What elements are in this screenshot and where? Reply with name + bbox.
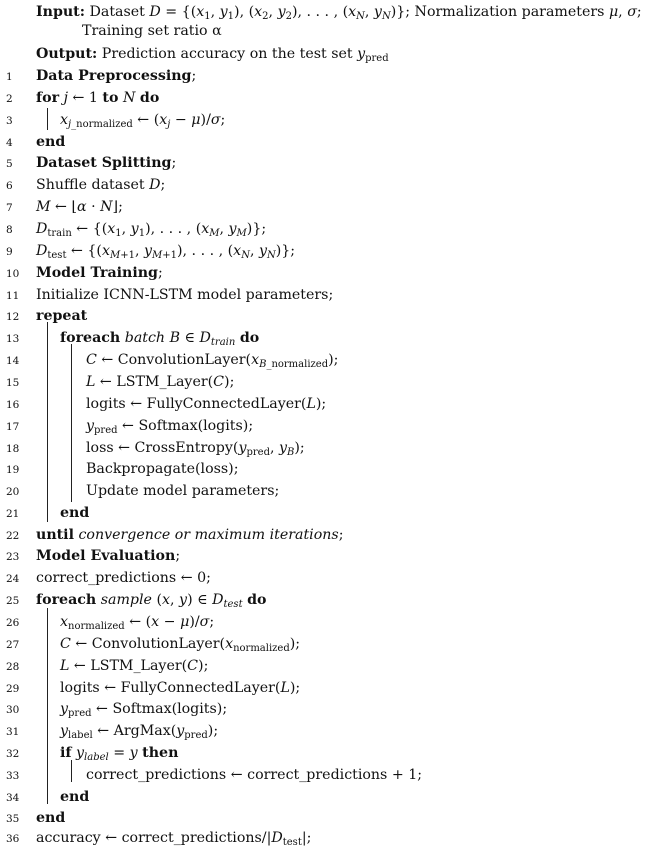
input-line-2: Training set ratio α <box>82 23 222 39</box>
algo-line: 29 logits ← FullyConnectedLayer(L); <box>6 680 301 696</box>
algo-line: 28 L ← LSTM_Layer(C); <box>6 658 209 674</box>
algo-line: 16 logits ← FullyConnectedLayer(L); <box>6 396 327 412</box>
algo-line: 31 $y_{label}$ ← $ArgMax(y_{pred})$; <box>6 723 219 741</box>
algo-line: 26 $x_{normalized}$ ← (x − μ)/σ; <box>6 614 215 632</box>
algo-line: 23 Model Evaluation; <box>6 548 181 564</box>
algo-line: 30 $y_{pred}$ ← Softmax(logits); <box>6 701 228 719</box>
algo-line: 4 end <box>6 134 66 150</box>
algo-line: 9 $D_{test}$ ← {($x_{M+1}$, $y_{M+1}$), . . . , ($x_N$, $y_N$)}; <box>6 243 296 261</box>
algo-line: 5 Dataset Splitting; <box>6 155 177 171</box>
algo-line: 7 M ← ⌊α · N⌋; <box>6 199 123 215</box>
input-text: Dataset $D = \{(x_1$, $y_1$), ($x_2$, $y_2$), . . . , ($x_N$, $y_N$)}; Normalization parameters μ, σ; <box>89 4 642 22</box>
algo-line: 22 until convergence or maximum iterations; <box>6 527 344 543</box>
algo-line: 17 $y_{pred}$ ← Softmax(logits); <box>6 418 254 436</box>
algo-line: 13 foreach batch B ∈ $D_{train}$ do <box>6 330 260 348</box>
algo-line: 25 foreach sample (x, y) ∈ $D_{test}$ do <box>6 592 267 610</box>
algo-line: 33 correct_predictions ← correct_predictions + 1; <box>6 767 423 783</box>
input-label: Input: <box>36 4 85 20</box>
algo-line: 27 C ← $ConvolutionLayer(x_{normalized})$; <box>6 636 301 654</box>
algo-line: 24 correct_predictions ← 0; <box>6 570 211 586</box>
output-text: Prediction accuracy on the test set $y_{pred}$ <box>101 46 389 64</box>
algo-line: 1 Data Preprocessing; <box>6 68 197 84</box>
algo-line: 19 Backpropagate(loss); <box>6 461 239 477</box>
algo-line: 21 end <box>6 505 90 521</box>
algo-line: 32 if $y_{label} = y$ then <box>6 745 179 763</box>
input-line <box>36 3 642 21</box>
algo-line: 34 end <box>6 789 90 805</box>
algo-line: 3 $x_{j\_normalized}$ ← $(x_j - \mu)/\sigma$; <box>6 112 226 130</box>
algo-line: 10 Model Training; <box>6 265 163 281</box>
algo-line: 8 $D_{train}$ ← {($x_1$, $y_1$), . . . , ($x_M$, $y_M$)}; <box>6 221 267 239</box>
algo-line: 36 accuracy ← $correct\_predictions/|D_{test}|$; <box>6 830 312 848</box>
algo-line: 18 loss ← $CrossEntropy(y_{pred}$, $y_B$); <box>6 440 305 458</box>
algo-line: 14 C ← $ConvolutionLayer(x_{B\_normalized})$; <box>6 352 339 370</box>
algo-line: 12 repeat <box>6 308 88 324</box>
algo-line: 20 Update model parameters; <box>6 483 280 499</box>
algo-line: 6 Shuffle dataset D; <box>6 177 166 193</box>
algo-line: 11 Initialize ICNN-LSTM model parameters; <box>6 287 334 303</box>
algo-line: 35 end <box>6 810 66 826</box>
algo-line: 2 for j ← 1 to N do <box>6 90 160 106</box>
output-line <box>36 45 389 63</box>
output-label: Output: <box>36 46 98 62</box>
algo-line: 15 L ← LSTM_Layer(C); <box>6 374 235 390</box>
